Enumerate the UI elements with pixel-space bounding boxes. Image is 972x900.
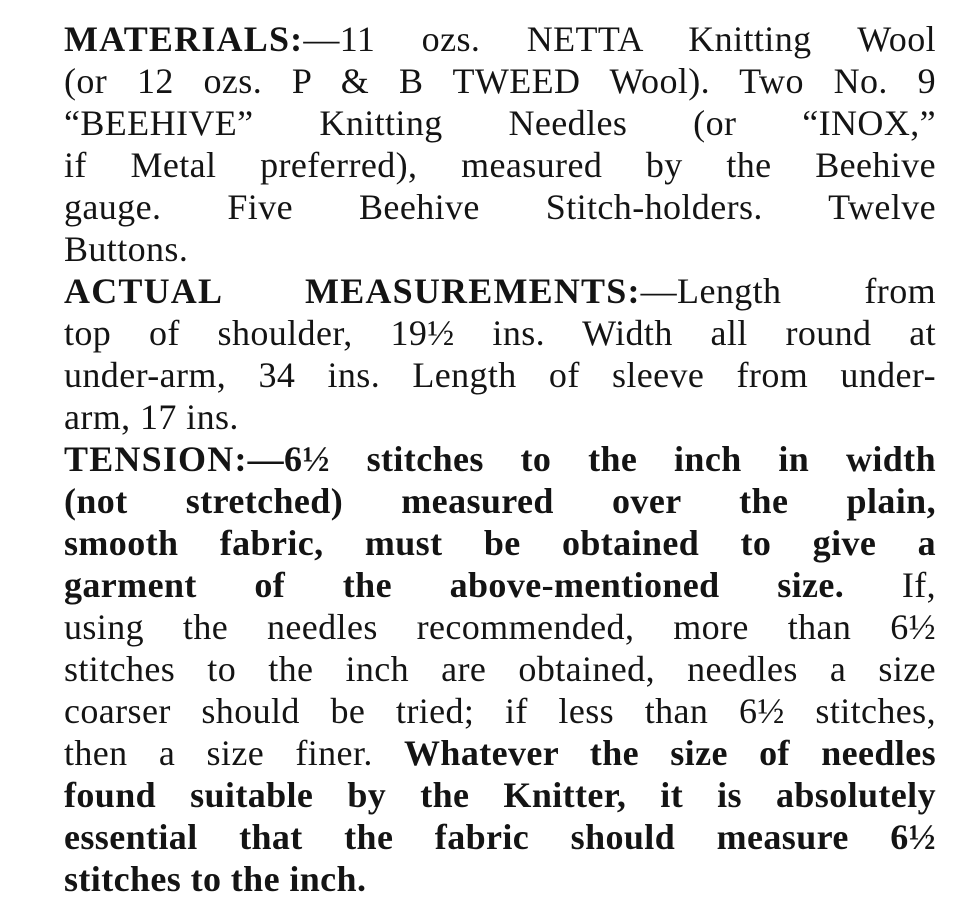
tension-text-1: —6½ stitches to the inch in width	[247, 439, 936, 479]
tension-line-8	[64, 732, 936, 774]
measurements-text-1: —Length from	[640, 271, 936, 311]
tension-line-4	[64, 564, 936, 606]
measurements-line-4: arm, 17 ins.	[64, 397, 239, 437]
materials-line-4: if Metal preferred), measured by the Beehive	[64, 145, 936, 185]
tension-line-7: coarser should be tried; if less than 6½ stitches,	[64, 691, 936, 731]
materials-text-1: —11 ozs. NETTA Knitting Wool	[303, 19, 936, 59]
measurements-line-3: under-arm, 34 ins. Length of sleeve from under-	[64, 355, 936, 395]
materials-line-2: (or 12 ozs. P & B TWEED Wool). Two No. 9	[64, 61, 936, 101]
measurements-line-1	[64, 270, 936, 312]
materials-line-5: gauge. Five Beehive Stitch-holders. Twelve	[64, 187, 936, 227]
tension-text-8-tail: Whatever the size of needles	[404, 733, 936, 773]
materials-line-1	[64, 18, 936, 60]
tension-line-9: found suitable by the Knitter, it is absolutely	[64, 775, 936, 815]
tension-text-4-tail: If,	[901, 565, 936, 605]
materials-line-6: Buttons.	[64, 229, 189, 269]
measurements-heading: ACTUAL MEASUREMENTS:	[64, 271, 641, 311]
tension-line-3: smooth fabric, must be obtained to give a	[64, 523, 936, 563]
materials-line-3: “BEEHIVE” Knitting Needles (or “INOX,”	[64, 103, 936, 143]
tension-line-1	[64, 438, 936, 480]
tension-heading: TENSION:	[64, 439, 248, 479]
tension-line-11: stitches to the inch.	[64, 859, 367, 899]
materials-heading: MATERIALS:	[64, 19, 304, 59]
tension-text-8: then a size finer.	[64, 733, 373, 773]
tension-line-5: using the needles recommended, more than 6½	[64, 607, 936, 647]
tension-line-10: essential that the fabric should measure 6½	[64, 817, 936, 857]
tension-text-4: garment of the above-mentioned size.	[64, 565, 845, 605]
measurements-line-2: top of shoulder, 19½ ins. Width all round at	[64, 313, 936, 353]
tension-line-6: stitches to the inch are obtained, needles a size	[64, 649, 936, 689]
tension-line-2: (not stretched) measured over the plain,	[64, 481, 936, 521]
